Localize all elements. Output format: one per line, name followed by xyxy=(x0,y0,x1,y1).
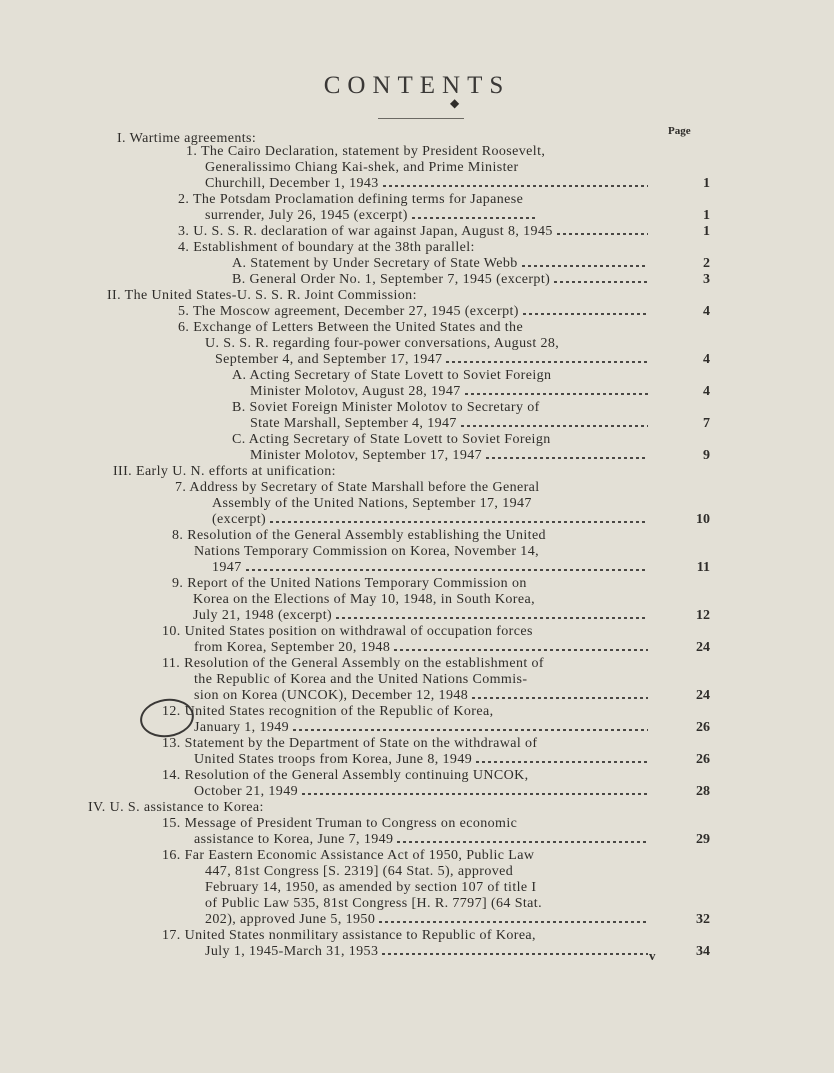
dot-leader xyxy=(554,281,648,283)
toc-entry-text: 15. Message of President Truman to Congress on economic xyxy=(162,816,518,831)
toc-entry-text: surrender, July 26, 1945 (excerpt) xyxy=(205,208,408,223)
toc-entry-line xyxy=(212,560,648,576)
toc-entry-line xyxy=(175,480,540,496)
dot-leader xyxy=(476,761,648,763)
toc-entry-line xyxy=(194,544,539,560)
toc-entry-text: B. General Order No. 1, September 7, 1945 (excerpt) xyxy=(232,272,551,287)
toc-entry-text: 6. Exchange of Letters Between the United States and the xyxy=(178,320,524,335)
toc-entry-text: 7. Address by Secretary of State Marshall before the General xyxy=(175,480,540,495)
toc-entry-line xyxy=(178,240,475,256)
toc-entry-line xyxy=(205,912,648,928)
toc-entry-text: 13. Statement by the Department of State on the withdrawal of xyxy=(162,736,538,751)
toc-entry-line xyxy=(232,368,551,384)
toc-entry-line xyxy=(215,352,648,368)
toc-entry-line xyxy=(162,816,517,832)
toc-entry-text: 10. United States position on withdrawal of occupation forces xyxy=(162,624,533,639)
toc-entry-line xyxy=(193,592,535,608)
toc-entry-text: 16. Far Eastern Economic Assistance Act of 1950, Public Law xyxy=(162,848,535,863)
toc-entry-text: from Korea, September 20, 1948 xyxy=(194,640,391,655)
toc-entry-line xyxy=(250,416,648,432)
toc-entry-line xyxy=(178,304,648,320)
toc-entry-line xyxy=(162,928,536,944)
toc-entry-text: III. Early U. N. efforts at unification: xyxy=(113,464,336,479)
toc-entry-text: IV. U. S. assistance to Korea: xyxy=(88,800,264,815)
toc-entry-line xyxy=(232,272,648,288)
toc-entry-text: I. Wartime agreements: xyxy=(117,131,257,146)
toc-entry-line xyxy=(194,752,648,768)
toc-entry-line xyxy=(107,288,417,304)
dot-leader xyxy=(379,921,648,923)
toc-entry-text: the Republic of Korea and the United Nations Commis- xyxy=(194,672,528,687)
dot-leader xyxy=(246,569,648,571)
toc-entry-text: September 4, and September 17, 1947 xyxy=(215,352,443,367)
toc-entry-line xyxy=(162,704,493,720)
toc-page-number: 7 xyxy=(703,416,710,431)
toc-entry-text: 1. The Cairo Declaration, statement by President Roosevelt, xyxy=(186,144,546,159)
toc-entry-line xyxy=(162,848,534,864)
toc-page-number: 32 xyxy=(696,912,710,927)
toc-entry-text: 202), approved June 5, 1950 xyxy=(205,912,376,927)
dot-leader xyxy=(397,841,648,843)
toc-entry-line xyxy=(194,832,648,848)
toc-page-number: 26 xyxy=(696,752,710,767)
toc-entry-line xyxy=(232,432,551,448)
dot-leader xyxy=(557,233,648,235)
toc-entry-line xyxy=(232,400,540,416)
toc-entry-line xyxy=(194,720,648,736)
toc-page-number: 28 xyxy=(696,784,710,799)
toc-entry-line xyxy=(205,880,536,896)
toc-page-number: 4 xyxy=(703,384,710,399)
toc-entry-text: Korea on the Elections of May 10, 1948, in South Korea, xyxy=(193,592,535,607)
toc-entry-text: 11. Resolution of the General Assembly on the establishment of xyxy=(162,656,544,671)
toc-entry-text: January 1, 1949 xyxy=(194,720,290,735)
toc-entry-text: February 14, 1950, as amended by section 107 of title I xyxy=(205,880,537,895)
toc-entry-text: United States troops from Korea, June 8, 1949 xyxy=(194,752,473,767)
dot-leader xyxy=(523,313,648,315)
dot-leader xyxy=(293,729,648,731)
toc-entry-text: sion on Korea (UNCOK), December 12, 1948 xyxy=(194,688,469,703)
toc-entry-line xyxy=(178,224,648,240)
toc-entry-text: Minister Molotov, August 28, 1947 xyxy=(250,384,461,399)
toc-entry-line xyxy=(205,864,513,880)
toc-entry-text: 9. Report of the United Nations Temporary Commission on xyxy=(172,576,527,591)
toc-entry-line xyxy=(205,336,559,352)
toc-entry-text: July 21, 1948 (excerpt) xyxy=(193,608,333,623)
dot-leader xyxy=(465,393,648,395)
toc-entry-text: 3. U. S. S. R. declaration of war against Japan, August 8, 1945 xyxy=(178,224,553,239)
toc-entry-line xyxy=(172,528,546,544)
toc-entry-line xyxy=(212,512,648,528)
toc-entry-line xyxy=(162,768,529,784)
toc-entry-text: A. Acting Secretary of State Lovett to Soviet Foreign xyxy=(232,368,552,383)
toc-entry-text: 14. Resolution of the General Assembly continuing UNCOK, xyxy=(162,768,529,783)
dot-leader xyxy=(394,649,648,651)
title-rule xyxy=(378,118,464,119)
toc-entry-line xyxy=(172,576,527,592)
toc-entry-line xyxy=(193,608,648,624)
toc-entry-text: 4. Establishment of boundary at the 38th parallel: xyxy=(178,240,475,255)
toc-entry-text: July 1, 1945-March 31, 1953 xyxy=(205,944,379,959)
toc-entry-line xyxy=(205,896,542,912)
toc-entry-line xyxy=(186,144,545,160)
toc-entry-line xyxy=(205,208,538,224)
dot-leader xyxy=(472,697,648,699)
toc-entry-line xyxy=(88,800,264,816)
dot-leader xyxy=(302,793,648,795)
toc-entry-line xyxy=(194,784,648,800)
toc-entry-text: of Public Law 535, 81st Congress [H. R. 7797] (64 Stat. xyxy=(205,896,542,911)
toc-entry-text: 17. United States nonmilitary assistance to Republic of Korea, xyxy=(162,928,536,943)
toc-page-number: 2 xyxy=(703,256,710,271)
page-column-header: Page xyxy=(668,125,691,137)
toc-entry-line xyxy=(250,384,648,400)
dot-leader xyxy=(461,425,648,427)
toc-entry-text: Minister Molotov, September 17, 1947 xyxy=(250,448,483,463)
dot-leader xyxy=(382,953,648,955)
toc-entry-text: Churchill, December 1, 1943 xyxy=(205,176,379,191)
toc-entry-text: assistance to Korea, June 7, 1949 xyxy=(194,832,394,847)
toc-entry-line xyxy=(194,640,648,656)
toc-page-number: 12 xyxy=(696,608,710,623)
toc-entry-line xyxy=(205,944,648,960)
toc-entry-text: 447, 81st Congress [S. 2319] (64 Stat. 5), approved xyxy=(205,864,514,879)
toc-page-number: 26 xyxy=(696,720,710,735)
toc-page-number: 1 xyxy=(703,224,710,239)
toc-entry-text: Assembly of the United Nations, September 17, 1947 xyxy=(212,496,532,511)
page-title: CONTENTS xyxy=(323,72,511,99)
dot-leader xyxy=(383,185,648,187)
toc-entry-text: 8. Resolution of the General Assembly establishing the United xyxy=(172,528,546,543)
toc-entry-text: Generalissimo Chiang Kai-shek, and Prime Minister xyxy=(205,160,519,175)
dot-leader xyxy=(336,617,648,619)
toc-page-number: 4 xyxy=(703,304,710,319)
dot-leader xyxy=(412,217,538,219)
toc-entry-text: 1947 xyxy=(212,560,242,575)
toc-entry-line xyxy=(194,688,648,704)
toc-entry-line xyxy=(178,192,523,208)
toc-entry-line xyxy=(232,256,648,272)
toc-page-number: 10 xyxy=(696,512,710,527)
toc-entry-text: II. The United States-U. S. S. R. Joint Commission: xyxy=(107,288,417,303)
dot-leader xyxy=(270,521,648,523)
toc-entry-text: U. S. S. R. regarding four-power conversations, August 28, xyxy=(205,336,560,351)
dot-leader xyxy=(522,265,648,267)
toc-entry-text: B. Soviet Foreign Minister Molotov to Secretary of xyxy=(232,400,540,415)
toc-entry-text: 5. The Moscow agreement, December 27, 1945 (excerpt) xyxy=(178,304,519,319)
toc-page-number: 1 xyxy=(703,208,710,223)
toc-entry-text: 2. The Potsdam Proclamation defining terms for Japanese xyxy=(178,192,524,207)
toc-page-number: 9 xyxy=(703,448,710,463)
toc-entry-line xyxy=(250,448,648,464)
toc-page-number: 3 xyxy=(703,272,710,287)
toc-page-number: 11 xyxy=(696,560,710,575)
toc-page-number: 4 xyxy=(703,352,710,367)
toc-entry-line xyxy=(162,656,544,672)
folio-number: v xyxy=(649,948,656,963)
toc-entry-line xyxy=(205,176,648,192)
toc-entry-line xyxy=(212,496,532,512)
toc-page-number: 1 xyxy=(703,176,710,191)
ornament-icon: ◆ xyxy=(450,96,460,110)
toc-entry-text: 12. United States recognition of the Republic of Korea, xyxy=(162,704,494,719)
dot-leader xyxy=(486,457,648,459)
toc-entry-text: Nations Temporary Commission on Korea, November 14, xyxy=(194,544,539,559)
dot-leader xyxy=(446,361,648,363)
toc-entry-text: State Marshall, September 4, 1947 xyxy=(250,416,457,431)
toc-entry-line xyxy=(113,464,336,480)
toc-page-number: 24 xyxy=(696,688,710,703)
toc-page-number: 24 xyxy=(696,640,710,655)
toc-page-number: 29 xyxy=(696,832,710,847)
toc-entry-line xyxy=(194,672,527,688)
toc-entry-line xyxy=(162,624,533,640)
toc-entry-text: A. Statement by Under Secretary of State Webb xyxy=(232,256,518,271)
toc-entry-text: C. Acting Secretary of State Lovett to Soviet Foreign xyxy=(232,432,551,447)
toc-page-number: 34 xyxy=(696,944,710,959)
toc-entry-text: (excerpt) xyxy=(212,512,267,527)
toc-entry-text: October 21, 1949 xyxy=(194,784,298,799)
toc-entry-line xyxy=(162,736,537,752)
toc-entry-line xyxy=(205,160,519,176)
toc-entry-line xyxy=(178,320,523,336)
